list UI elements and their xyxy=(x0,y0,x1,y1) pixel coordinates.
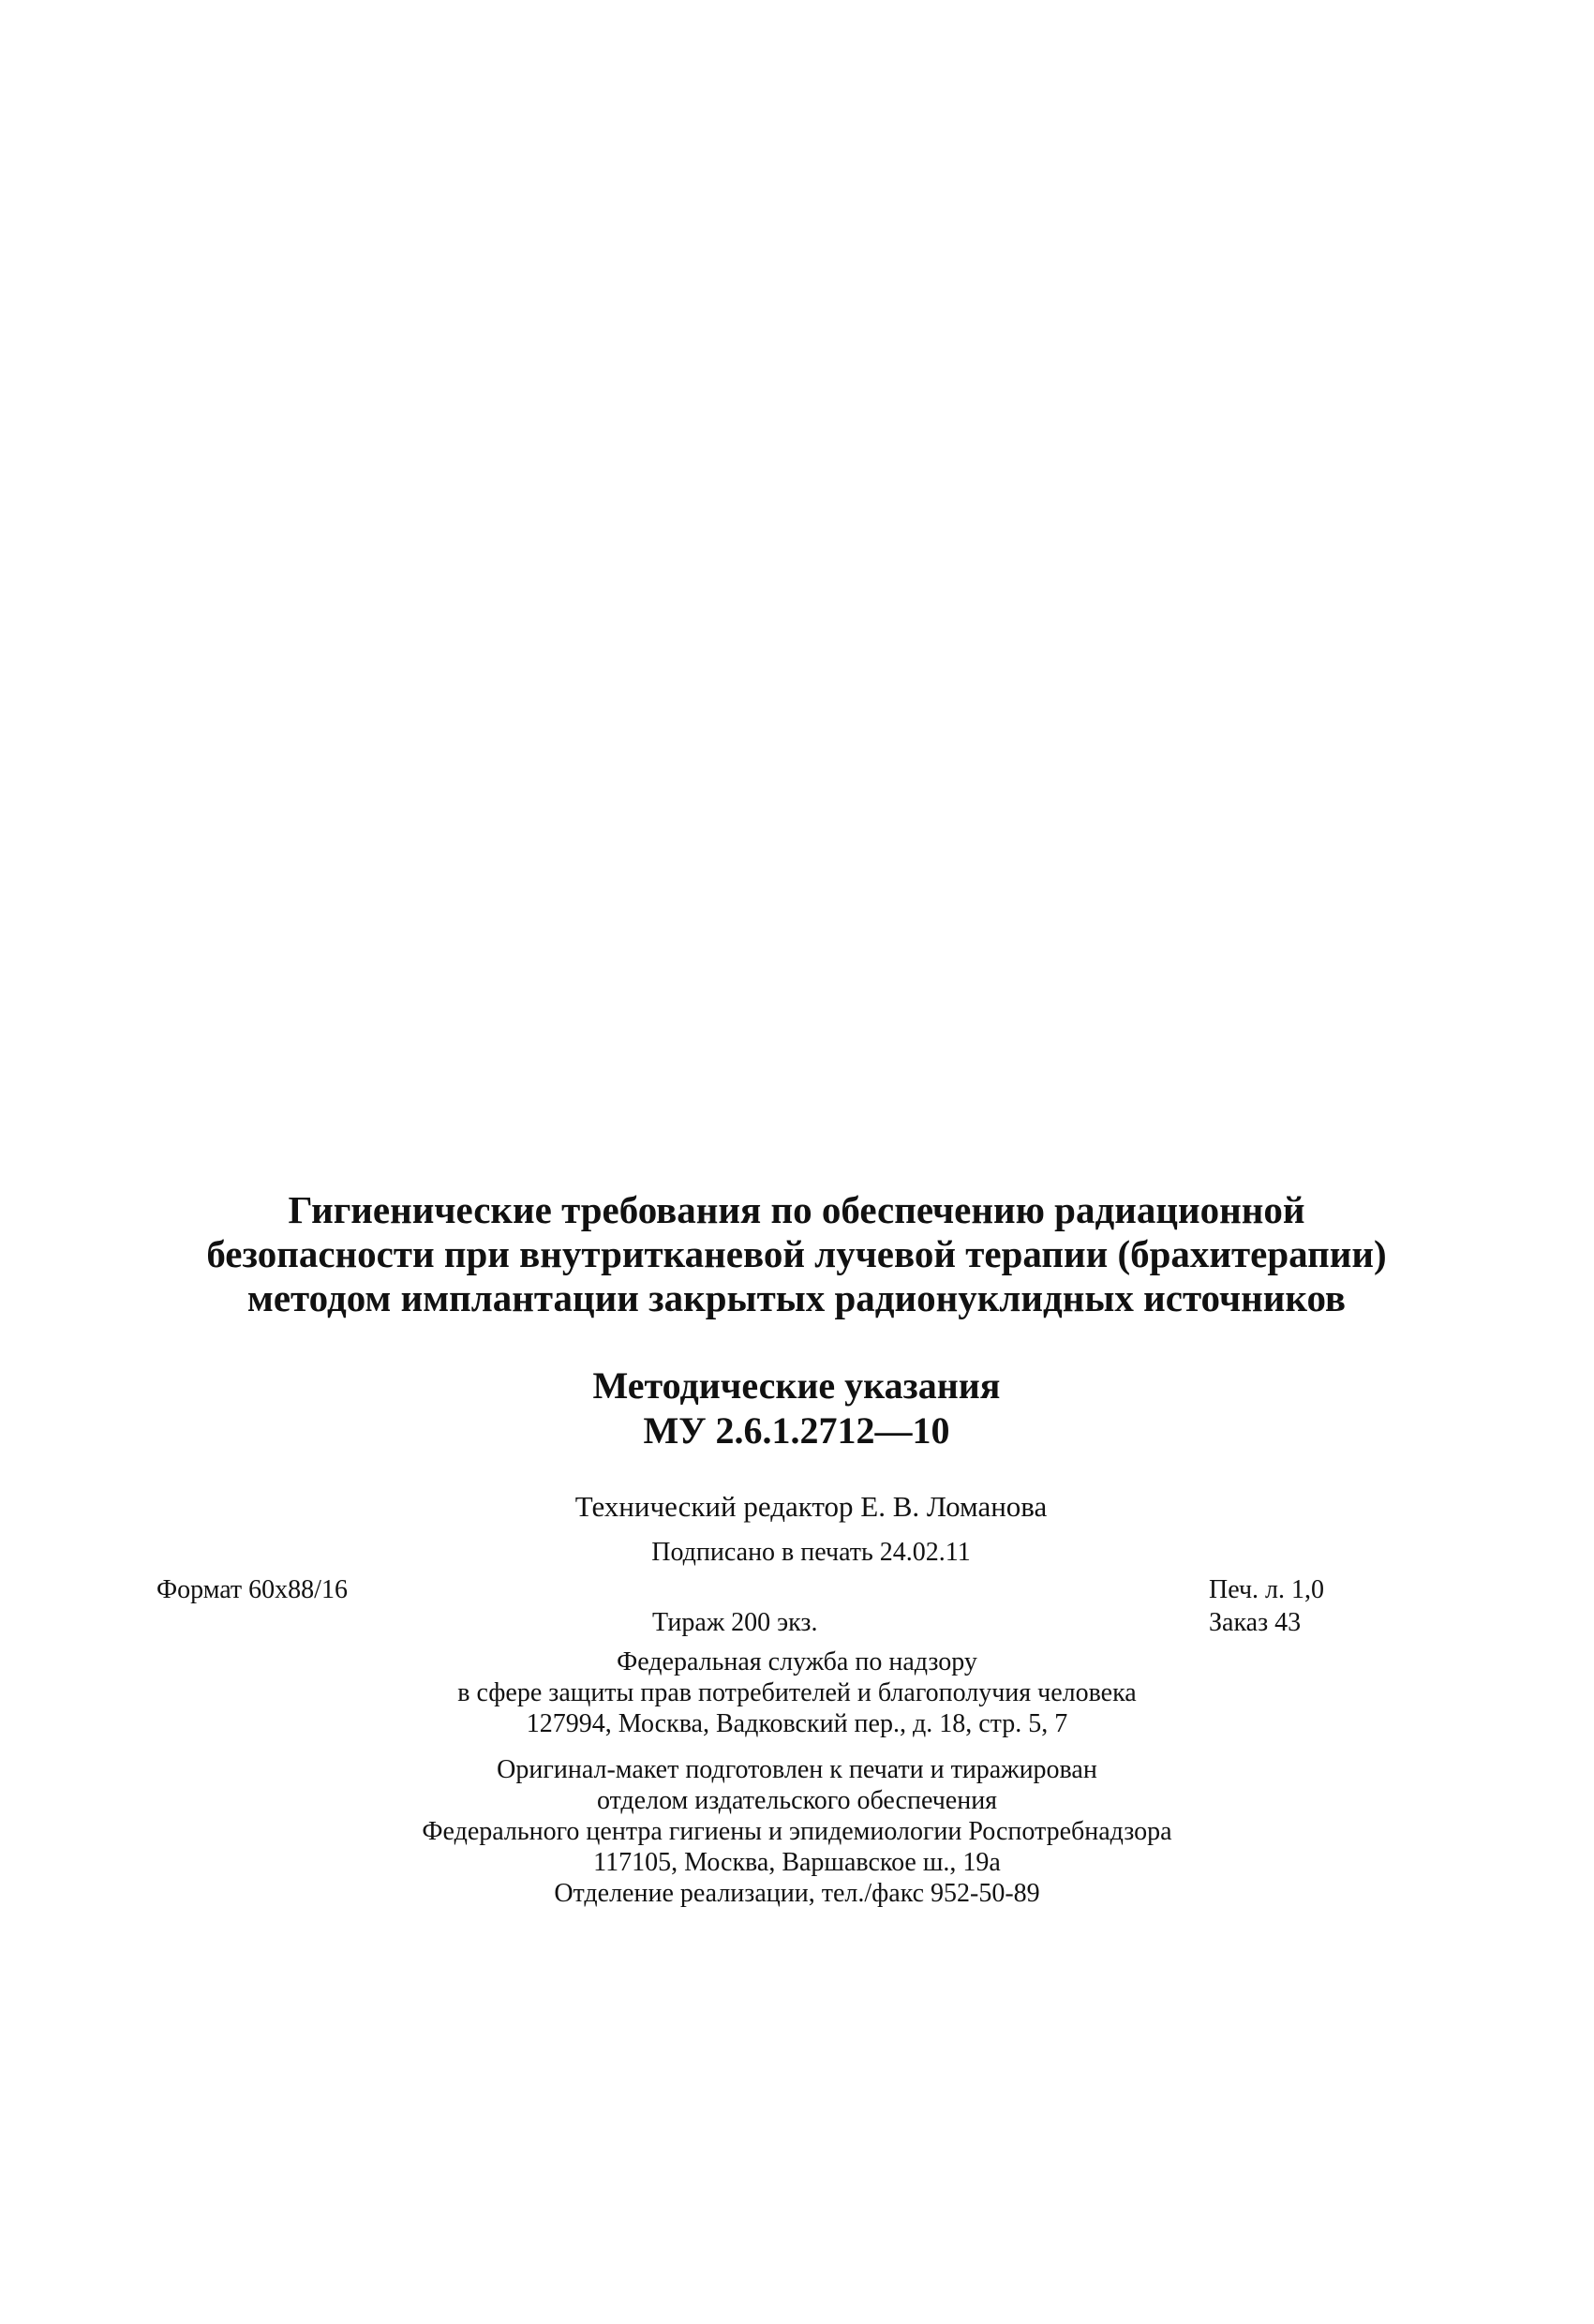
title-line: безопасности при внутритканевой лучевой терапии (брахитерапии) xyxy=(206,1232,1387,1275)
printer-line: Оригинал-макет подготовлен к печати и тиражирован xyxy=(497,1755,1097,1784)
document-subtitle xyxy=(112,1363,1481,1453)
paper-format: Формат 60x88/16 xyxy=(156,1575,348,1604)
order-number: Заказ 43 xyxy=(1209,1608,1302,1637)
printer-line: 117105, Москва, Варшавское ш., 19а xyxy=(593,1848,1001,1877)
print-sheets: Печ. л. 1,0 xyxy=(1209,1575,1325,1604)
signed-to-print: Подписано в печать 24.02.11 xyxy=(651,1538,971,1567)
document-number: МУ 2.6.1.2712—10 xyxy=(643,1409,950,1452)
publisher-line: 127994, Москва, Вадковский пер., д. 18, стр. 5, 7 xyxy=(526,1709,1068,1738)
publisher-info xyxy=(0,1646,1594,1739)
technical-editor: Технический редактор Е. В. Ломанова xyxy=(574,1490,1048,1523)
printer-line: Отделение реализации, тел./факс 952-50-89 xyxy=(554,1879,1040,1908)
printer-line: отделом издательского обеспечения xyxy=(596,1786,998,1815)
publisher-line: в сфере защиты прав потребителей и благополучия человека xyxy=(457,1678,1137,1707)
publisher-line: Федеральная служба по надзору xyxy=(617,1647,977,1676)
circulation: Тираж 200 экз. xyxy=(652,1608,818,1637)
printer-line: Федерального центра гигиены и эпидемиологии Роспотребнадзора xyxy=(422,1817,1172,1846)
document-type: Методические указания xyxy=(592,1364,1001,1407)
title-line: методом имплантации закрытых радионуклидных источников xyxy=(246,1276,1347,1319)
title-line: Гигиенические требования по обеспечению радиационной xyxy=(288,1188,1305,1231)
printer-info xyxy=(0,1754,1594,1909)
document-title xyxy=(112,1188,1481,1320)
